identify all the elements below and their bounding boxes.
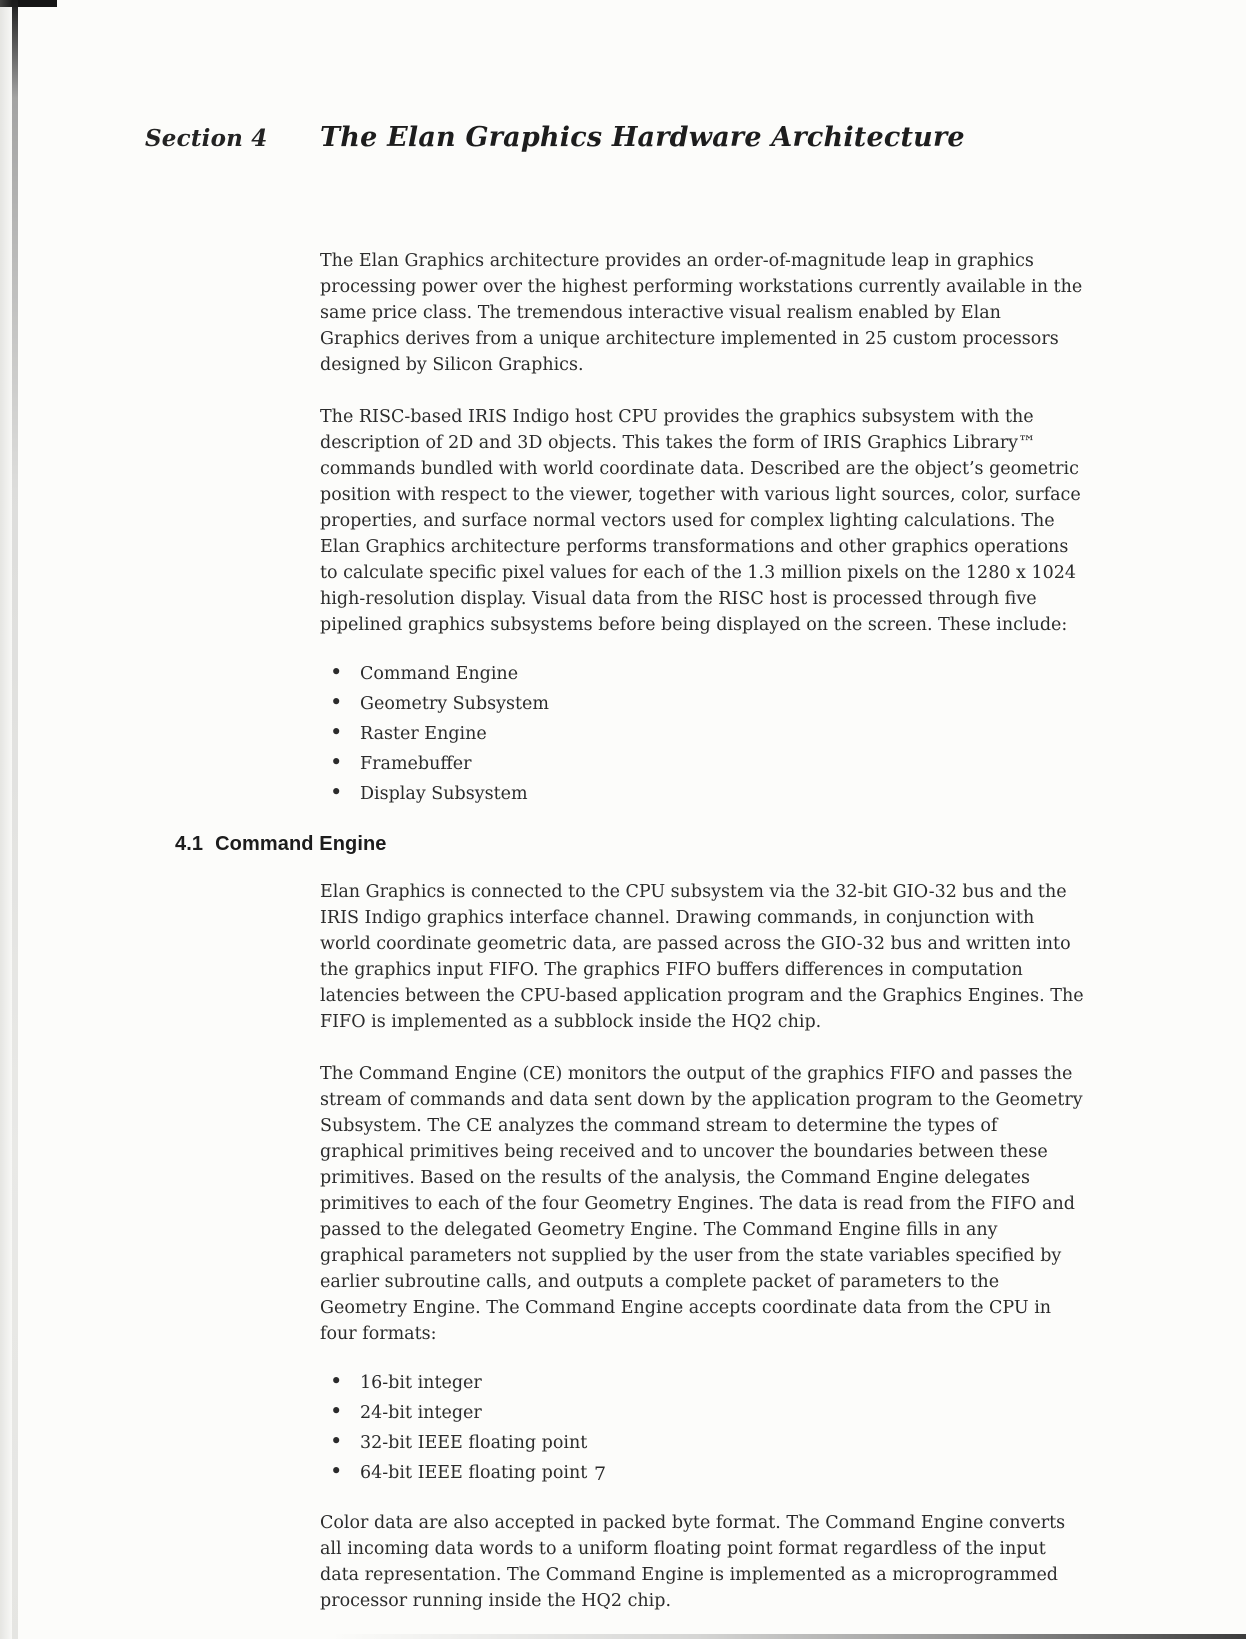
scan-artifact-left-edge-line — [12, 0, 18, 1639]
list-item-label: Raster Engine — [360, 724, 487, 744]
list-item — [320, 664, 1086, 685]
list-item — [320, 784, 1086, 805]
page-footer — [0, 1463, 1200, 1485]
list-item — [320, 694, 1086, 715]
list-item — [320, 724, 1086, 745]
list-item-label: Display Subsystem — [360, 784, 528, 804]
list-item — [320, 1403, 1086, 1424]
list-item-label: 32-bit IEEE floating point — [360, 1433, 588, 1453]
paragraph-command-engine-3: Color data are also accepted in packed byte format. The Command Engine converts all incoming data words to a uniform floating point format regardless of the input data representation. The Command Engine is implemented as a microprogrammed processor running inside the HQ2 chip. — [320, 1513, 1066, 1611]
heading-command-engine — [175, 831, 1086, 857]
paragraph-command-engine-2: The Command Engine (CE) monitors the output of the graphics FIFO and passes the stream of commands and data sent down by the application program to the Geometry Subsystem. The CE analyzes the command stream to determine the types of graphical primitives being received and to uncover the boundaries between these primitives. Based on the results of the analysis, the Command Engine delegates primitives to each of the four Geometry Engines. The data is read from the FIFO and passed to the delegated Geometry Engine. The Command Engine fills in any graphical parameters not supplied by the user from the state variables specified by earlier subroutine calls, and outputs a complete packet of parameters to the Geometry Engine. The Command Engine accepts coordinate data from the CPU in four formats: — [320, 1064, 1083, 1344]
list-item-label: 24-bit integer — [360, 1403, 482, 1423]
section-label: Section 4 — [145, 125, 268, 152]
paragraph-intro: The Elan Graphics architecture provides an order-of-magnitude leap in graphics processing power over the highest performing workstations currently available in the same price class. The tremendous interactive visual realism enabled by Elan Graphics derives from a unique architecture implemented in 25 custom processors designed by Silicon Graphics. — [320, 251, 1083, 375]
list-item-label: Command Engine — [360, 664, 519, 684]
list-item — [320, 1433, 1086, 1454]
list-item-label: Framebuffer — [360, 754, 472, 774]
heading-label: Command Engine — [215, 833, 387, 855]
list-item-label: Geometry Subsystem — [360, 694, 549, 714]
paragraph-command-engine-1: Elan Graphics is connected to the CPU subsystem via the 32-bit GIO-32 bus and the IRIS Indigo graphics interface channel. Drawing commands, in conjunction with world coordinate geometric data, are passed across the GIO-32 bus and written into the graphics input FIFO. The graphics FIFO buffers differences in computation latencies between the CPU-based application program and the Graphics Engines. The FIFO is implemented as a subblock inside the HQ2 chip. — [320, 882, 1084, 1032]
scan-artifact-left-margin-shade — [0, 0, 12, 1639]
heading-number: 4.1 — [175, 833, 204, 855]
list-item-label: 16-bit integer — [360, 1373, 482, 1393]
page-title: The Elan Graphics Hardware Architecture — [320, 122, 965, 153]
paragraph-pipeline-overview: The RISC-based IRIS Indigo host CPU provides the graphics subsystem with the description of 2D and 3D objects. This takes the form of IRIS Graphics Library™ commands bundled with world coordinate data. Described are the object’s geometric position with respect to the viewer, together with various light sources, color, surface properties, and surface normal vectors used for complex lighting calculations. The Elan Graphics architecture performs transformations and other graphics operations to calculate specific pixel values for each of the 1.3 million pixels on the 1280 x 1024 high-resolution display. Visual data from the RISC host is processed through five pipelined graphics subsystems before being displayed on the screen. These include: — [320, 407, 1081, 635]
subsystem-list — [320, 664, 1086, 805]
page-number: 7 — [593, 1463, 607, 1485]
list-item — [320, 1373, 1086, 1394]
list-item — [320, 754, 1086, 775]
section-header — [145, 122, 965, 153]
list-item-label: 64-bit IEEE floating point — [360, 1463, 588, 1483]
body-column — [175, 248, 1086, 1639]
